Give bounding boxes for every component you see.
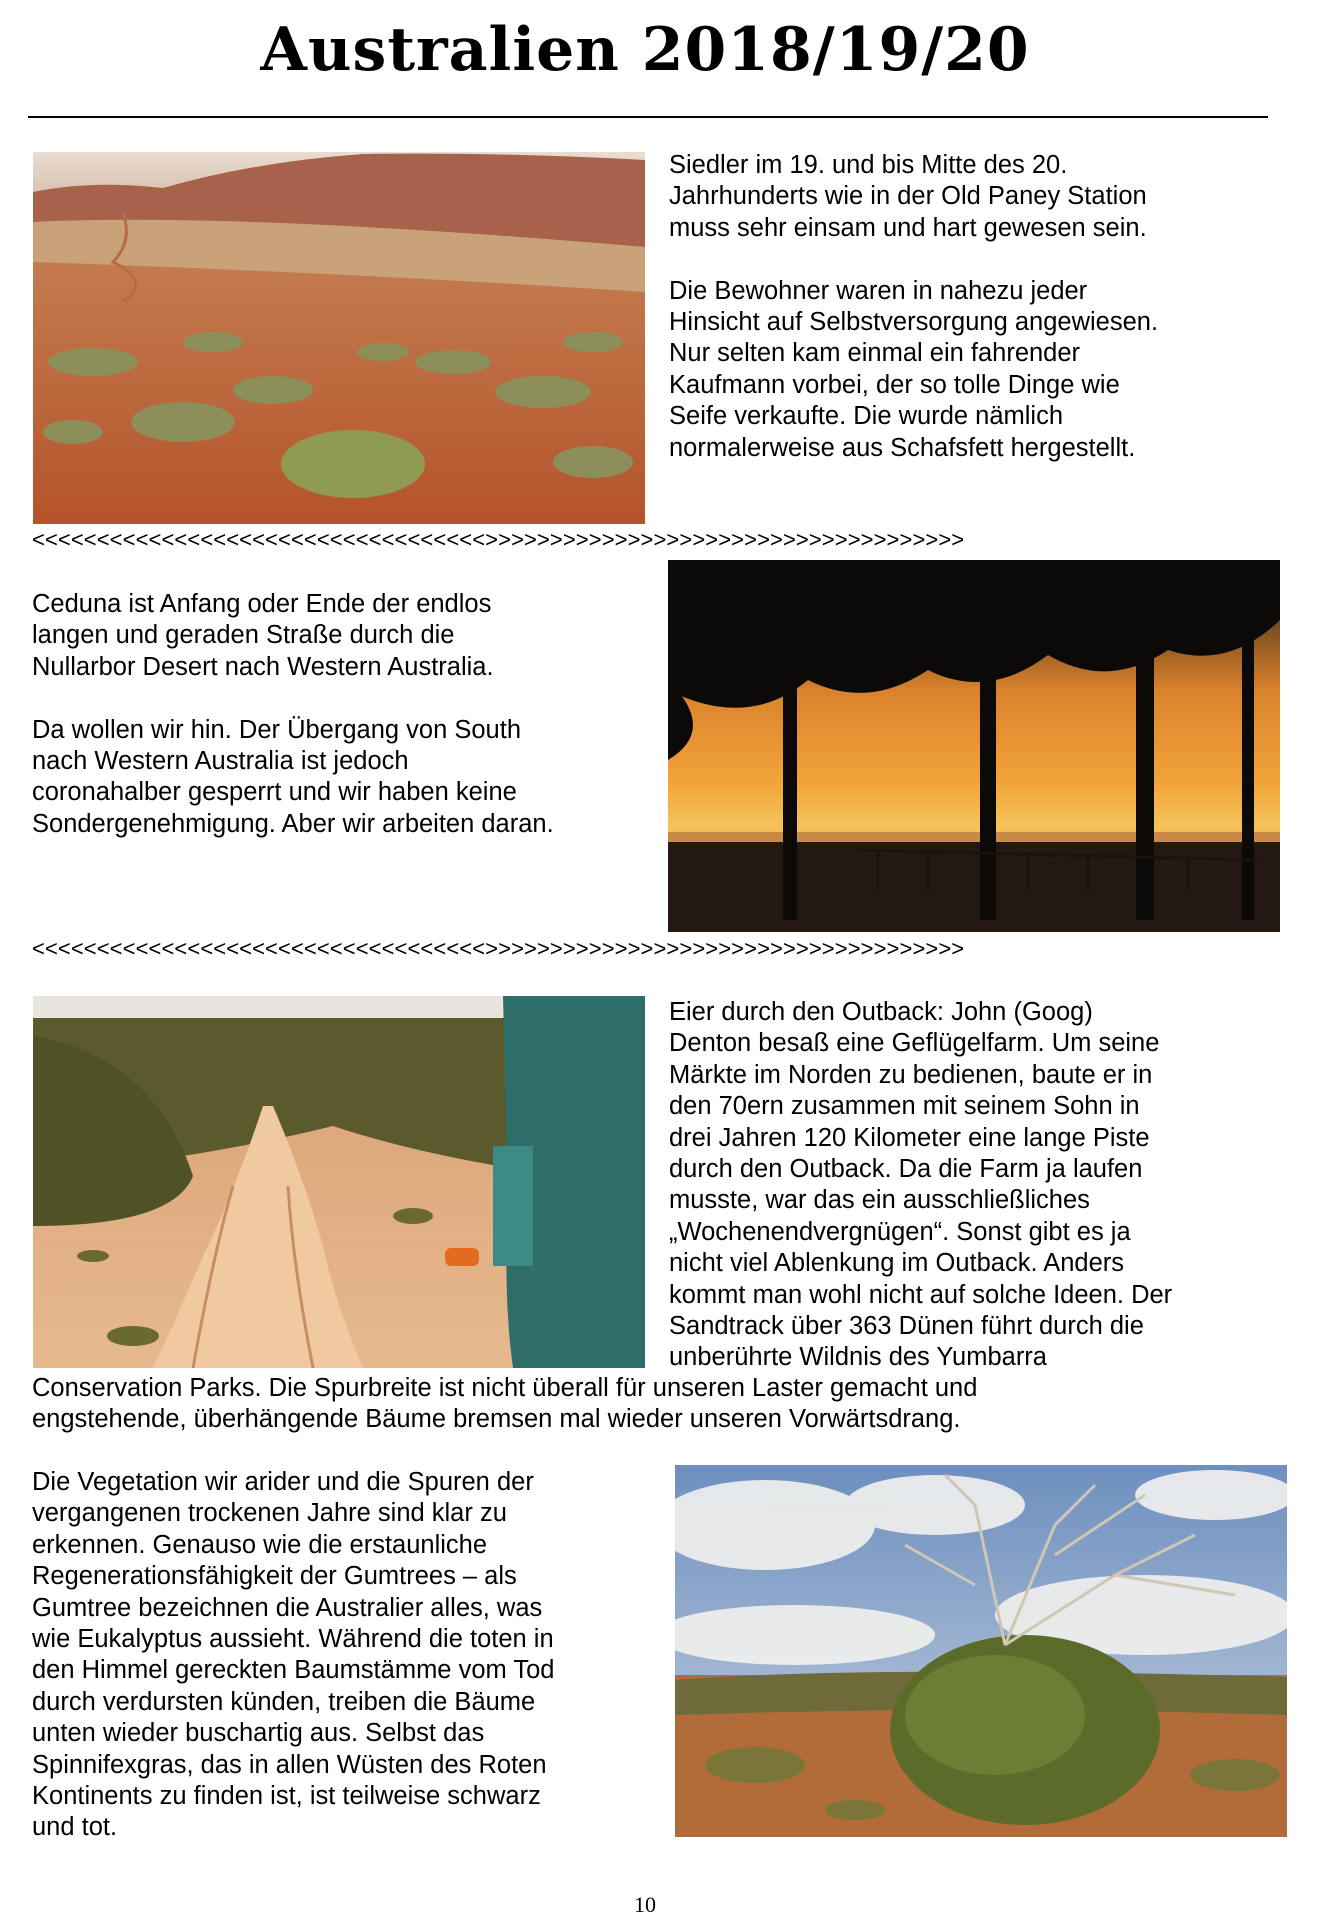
text-line: unberührte Wildnis des Yumbarra bbox=[669, 1343, 1047, 1372]
text-line: Gumtree bezeichnen die Australier alles, was bbox=[32, 1593, 543, 1622]
text-line: Nullarbor Desert nach Western Australia. bbox=[32, 652, 494, 681]
text-line: Eier durch den Outback: John (Goog) bbox=[669, 998, 1093, 1026]
text-line: Regenerationsfähigkeit der Gumtrees – als bbox=[32, 1562, 517, 1591]
text-line: „Wochenendvergnügen“. Sonst gibt es ja bbox=[669, 1217, 1131, 1246]
text-line: durch verdursten künden, treiben die Bäume bbox=[32, 1687, 536, 1716]
text-line: normalerweise aus Schafsfett hergestellt. bbox=[669, 433, 1136, 462]
separator-line: <<<<<<<<<<<<<<<<<<<<<<<<<<<<<<<<<<<>>>>>>>>>>>>>>>>>>>>>>>>>>>>>>>>>>>>> bbox=[32, 936, 965, 961]
text-line: coronahalber gesperrt und wir haben keine bbox=[32, 778, 517, 807]
text-line: wie Eukalyptus aussieht. Während die toten in bbox=[32, 1625, 554, 1654]
text-line: kommt man wohl nicht auf solche Ideen. Der bbox=[669, 1280, 1173, 1309]
text-line: Da wollen wir hin. Der Übergang von South bbox=[32, 715, 522, 744]
text-line: Hinsicht auf Selbstversorgung angewiesen. bbox=[669, 308, 1159, 337]
text-line: erkennen. Genauso wie die erstaunliche bbox=[32, 1530, 488, 1559]
text-line: Denton besaß eine Geflügelfarm. Um seine bbox=[669, 1029, 1160, 1058]
photo-sandtrack bbox=[33, 996, 645, 1368]
text-line: nicht viel Ablenkung im Outback. Anders bbox=[669, 1249, 1125, 1278]
text-line: den 70ern zusammen mit seinem Sohn in bbox=[669, 1092, 1140, 1121]
text-line: musste, war das ein ausschließliches bbox=[669, 1186, 1090, 1215]
text-line: Nur selten kam einmal ein fahrender bbox=[669, 339, 1081, 368]
text-line: Kontinents zu finden ist, ist teilweise schwarz bbox=[32, 1782, 541, 1811]
section3-text bbox=[669, 997, 1172, 1374]
separator-line: <<<<<<<<<<<<<<<<<<<<<<<<<<<<<<<<<<<>>>>>>>>>>>>>>>>>>>>>>>>>>>>>>>>>>>>> bbox=[32, 527, 965, 552]
text-line: Sandtrack über 363 Dünen führt durch die bbox=[669, 1312, 1144, 1341]
page-number: 10 bbox=[634, 1892, 656, 1917]
text-line: Ceduna ist Anfang oder Ende der endlos bbox=[32, 590, 492, 618]
text-line: Spinnifexgras, das in allen Wüsten des Roten bbox=[32, 1750, 547, 1779]
text-line: Jahrhunderts wie in der Old Paney Station bbox=[669, 182, 1147, 211]
title-rule bbox=[28, 116, 1268, 118]
text-line: unten wieder buschartig aus. Selbst das bbox=[32, 1719, 485, 1748]
section3-text-full bbox=[32, 1373, 977, 1436]
text-line: Siedler im 19. und bis Mitte des 20. bbox=[669, 151, 1068, 179]
text-line: den Himmel gereckten Baumstämme vom Tod bbox=[32, 1656, 555, 1685]
text-line: nach Western Australia ist jedoch bbox=[32, 747, 409, 776]
text-line: Die Bewohner waren in nahezu jeder bbox=[669, 276, 1088, 305]
text-line: langen und geraden Straße durch die bbox=[32, 621, 455, 650]
section4-text bbox=[32, 1467, 555, 1844]
text-line: Conservation Parks. Die Spurbreite ist nicht überall für unseren Laster gemacht und bbox=[32, 1374, 978, 1402]
photo-outback-landscape bbox=[33, 152, 645, 524]
text-line: vergangenen trockenen Jahre sind klar zu bbox=[32, 1499, 507, 1528]
text-line: durch den Outback. Da die Farm ja laufen bbox=[669, 1155, 1143, 1184]
text-line: Märkte im Norden zu bedienen, baute er in bbox=[669, 1060, 1153, 1089]
page-title: Australien 2018/19/20 bbox=[260, 15, 1030, 85]
text-line: Sondergenehmigung. Aber wir arbeiten daran. bbox=[32, 809, 554, 838]
photo-gumtree-bush bbox=[675, 1465, 1287, 1837]
section1-text bbox=[669, 150, 1158, 464]
text-line: Seife verkaufte. Die wurde nämlich bbox=[669, 402, 1064, 431]
section2-text bbox=[32, 589, 554, 840]
photo-sunset-jetty bbox=[668, 560, 1280, 932]
text-line: Die Vegetation wir arider und die Spuren der bbox=[32, 1468, 534, 1496]
text-line: und tot. bbox=[32, 1813, 118, 1842]
text-line: muss sehr einsam und hart gewesen sein. bbox=[669, 213, 1147, 242]
text-line: engstehende, überhängende Bäume bremsen mal wieder unseren Vorwärtsdrang. bbox=[32, 1405, 961, 1434]
text-line: drei Jahren 120 Kilometer eine lange Piste bbox=[669, 1123, 1150, 1152]
text-line: Kaufmann vorbei, der so tolle Dinge wie bbox=[669, 370, 1120, 399]
